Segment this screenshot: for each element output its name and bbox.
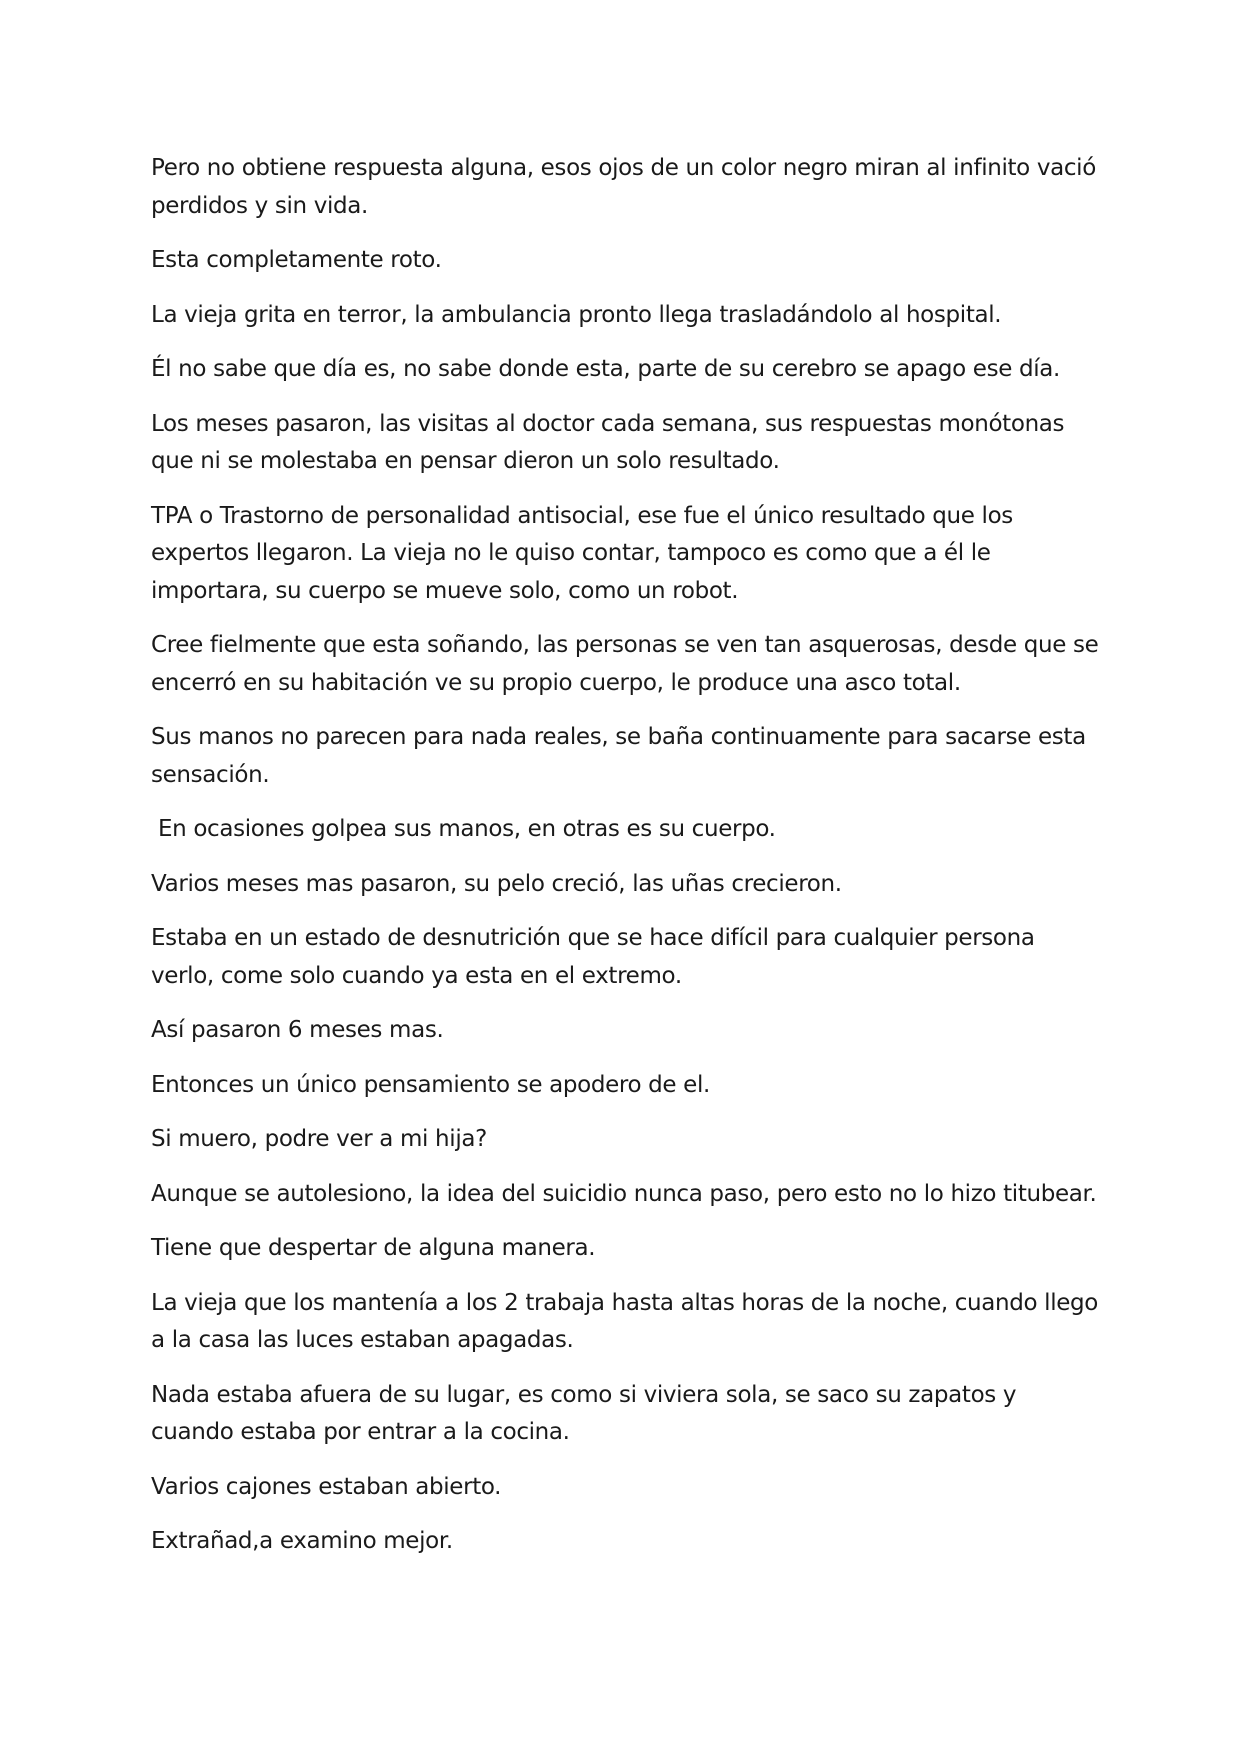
paragraph: En ocasiones golpea sus manos, en otras es su cuerpo. bbox=[151, 816, 776, 842]
paragraph: Aunque se autolesiono, la idea del suicidio nunca paso, pero esto no lo hizo titubear. bbox=[151, 1180, 1097, 1207]
paragraph: TPA o Trastorno de personalidad antisocial, ese fue el único resultado que los expertos llegaron. La vieja no le quiso contar, tampoco es como que a él le importara, su cuerpo se mueve solo, como un robot. bbox=[151, 502, 1020, 604]
paragraph: La vieja que los mantenía a los 2 trabaja hasta altas horas de la noche, cuando llego a la casa las luces estaban apagadas. bbox=[151, 1289, 1106, 1353]
paragraph: Cree fielmente que esta soñando, las personas se ven tan asquerosas, desde que se encerró en su habitación ve su propio cuerpo, le produce una asco total. bbox=[151, 632, 1106, 696]
paragraph: Estaba en un estado de desnutrición que se hace difícil para cualquier persona verlo, come solo cuando ya esta en el extremo. bbox=[151, 925, 1042, 989]
paragraph: Así pasaron 6 meses mas. bbox=[151, 1017, 444, 1043]
paragraph: Varios meses mas pasaron, su pelo creció, las uñas crecieron. bbox=[151, 870, 842, 897]
paragraph: Él no sabe que día es, no sabe donde esta, parte de su cerebro se apago ese día. bbox=[151, 356, 1060, 382]
paragraph: Esta completamente roto. bbox=[151, 247, 442, 273]
paragraph: Tiene que despertar de alguna manera. bbox=[151, 1235, 596, 1261]
paragraph: Si muero, podre ver a mi hija? bbox=[151, 1126, 487, 1152]
paragraph: Sus manos no parecen para nada reales, se baña continuamente para sacarse esta sensación. bbox=[151, 724, 1093, 788]
paragraph: Nada estaba afuera de su lugar, es como si viviera sola, se saco su zapatos y cuando estaba por entrar a la cocina. bbox=[151, 1381, 1024, 1445]
paragraph: Los meses pasaron, las visitas al doctor cada semana, sus respuestas monótonas que ni se molestaba en pensar dieron un solo resultado. bbox=[151, 410, 1072, 474]
paragraph: Entonces un único pensamiento se apodero de el. bbox=[151, 1071, 710, 1098]
paragraph: Pero no obtiene respuesta alguna, esos ojos de un color negro miran al infinito vació perdidos y sin vida. bbox=[151, 155, 1103, 219]
paragraph: Extrañad,a examino mejor. bbox=[151, 1528, 453, 1554]
document-body bbox=[151, 150, 1106, 1578]
paragraph: La vieja grita en terror, la ambulancia pronto llega trasladándolo al hospital. bbox=[151, 301, 1002, 328]
paragraph: Varios cajones estaban abierto. bbox=[151, 1473, 502, 1500]
